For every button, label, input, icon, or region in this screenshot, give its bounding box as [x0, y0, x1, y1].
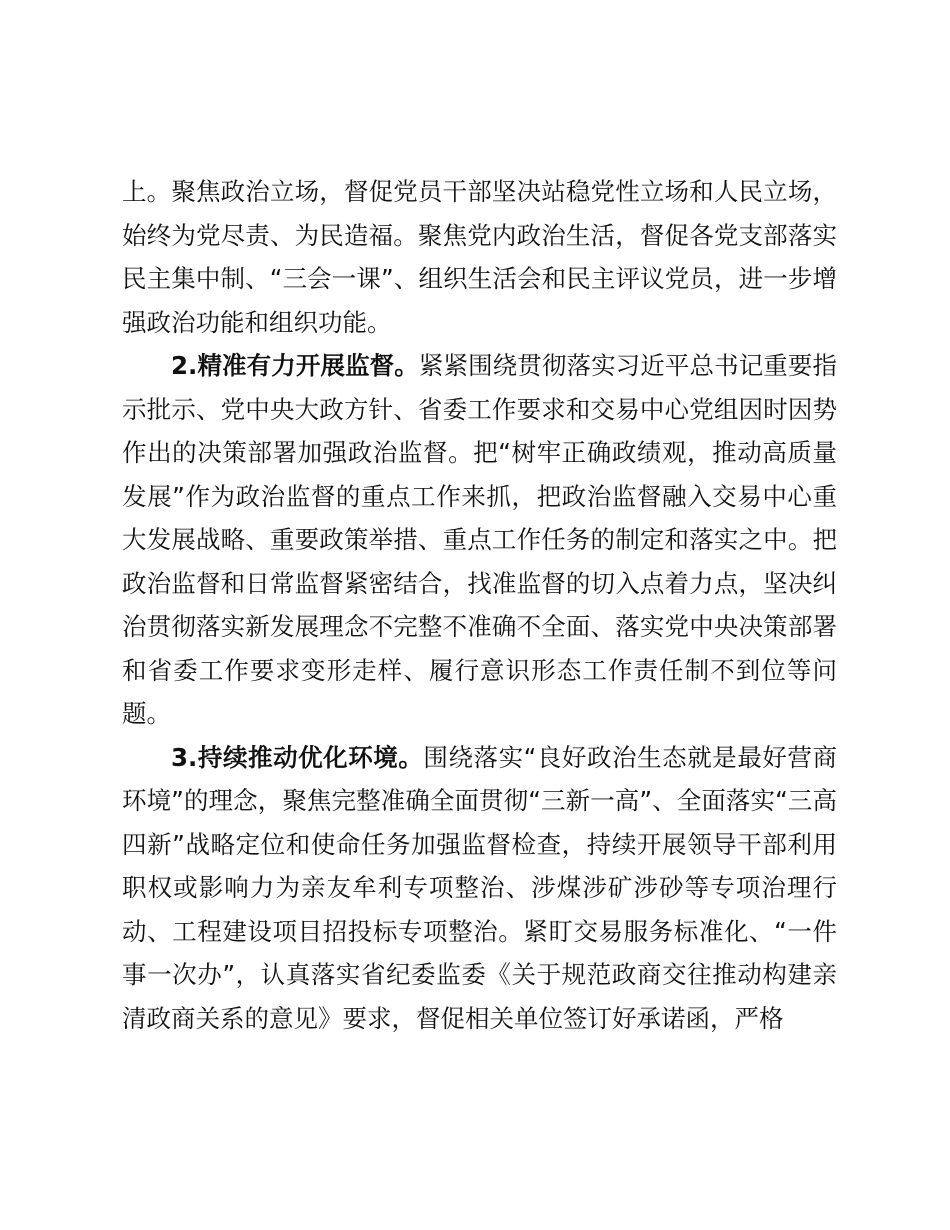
paragraph-continued	[122, 170, 837, 344]
paragraph-text: 紧紧围绕贯彻落实习近平总书记重要指示批示、党中央大政方针、省委工作要求和交易中心党组因时因势作出的决策部署加强政治监督。把“树牢正确政绩观，推动高质量发展”作为政治监督的重点工作来抓，把政治监督融入交易中心重大发展战略、重要政策举措、重点工作任务的制定和落实之中。把政治监督和日常监督紧密结合，找准监督的切入点着力点，坚决纠治贯彻落实新发展理念不完整不准确不全面、落实党中央决策部署和省委工作要求变形走样、履行意识形态工作责任制不到位等问题。	[122, 351, 837, 728]
paragraph-supervision	[122, 344, 837, 736]
paragraph-text: 围绕落实“良好政治生态就是最好营商环境”的理念，聚焦完整准确全面贯彻“三新一高”、全面落实“三高四新”战略定位和使命任务加强监督检查，持续开展领导干部利用职权或影响力为亲友牟利专项整治、涉煤涉矿涉砂等专项治理行动、工程建设项目招投标专项整治。紧盯交易服务标准化、“一件事一次办”，认真落实省纪委监委《关于规范政商交往推动构建亲清政商关系的意见》要求，督促相关单位签订好承诺函，严格	[122, 742, 837, 1033]
paragraph-environment	[122, 736, 837, 1041]
document-body	[122, 170, 837, 1040]
paragraph-heading: 2.精准有力开展监督。	[171, 351, 419, 380]
paragraph-heading: 3.持续推动优化环境。	[171, 742, 424, 772]
paragraph-text: 上。聚焦政治立场，督促党员干部坚决站稳党性立场和人民立场，始终为党尽责、为民造福。聚焦党内政治生活，督促各党支部落实民主集中制、“三会一课”、组织生活会和民主评议党员，进一步增强政治功能和组织功能。	[122, 177, 837, 337]
